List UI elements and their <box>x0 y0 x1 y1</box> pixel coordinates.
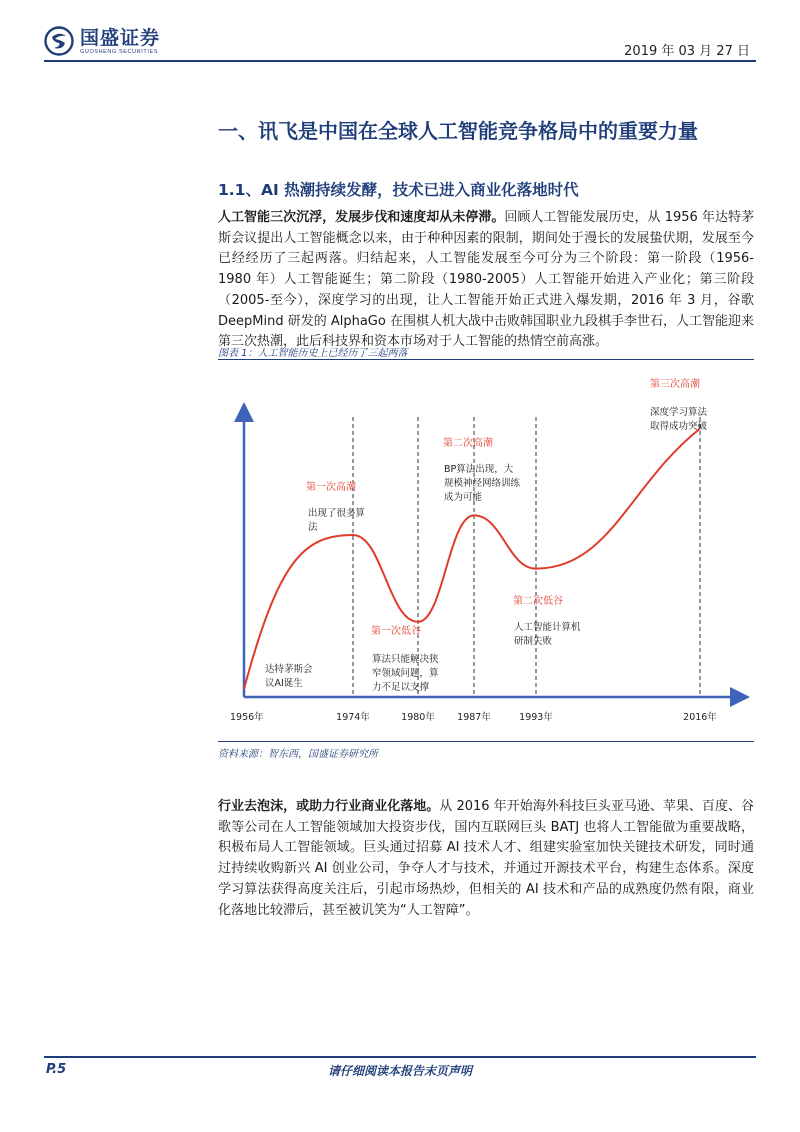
phase-description: 达特茅斯会议AI诞生 <box>265 664 313 689</box>
figure-source: 资料来源：智东西，国盛证券研究所 <box>218 749 378 760</box>
phase-title: 第二次高潮 <box>443 438 493 449</box>
x-tick-label: 1993年 <box>519 712 553 723</box>
phase-description: 出现了很多算法 <box>308 508 366 533</box>
figure-caption: 图表 1：人工智能历史上已经历了三起两落 <box>218 348 408 359</box>
footer-disclaimer: 请仔细阅读本报告末页声明 <box>327 1064 472 1078</box>
paragraph-commercialization-body: 从 2016 年开始海外科技巨头亚马逊、苹果、百度、谷歌等公司在人工智能领域加大投资步伐，国内互联网巨头 BATJ 也将人工智能做为重要战略，积极布局人工智能领域。巨头通过招募 AI 技术人才、组建实验室加快关键技术研发，同时通过持续收购新兴 AI 创业公司，争夺人才与技术，并通过开源技术平台，构建生态体系。深度学习算法获得高度关注后，引起市场热炒，但相关的 AI 技术和产品的成熟度仍然有限，商业化落地比较滞后，甚至被讥笑为“人工智障”。 <box>218 799 754 918</box>
x-tick-label: 1980年 <box>401 712 435 723</box>
company-logo <box>44 26 160 56</box>
x-tick-label: 2016年 <box>683 712 717 723</box>
paragraph-history-body: 回顾人工智能发展历史，从 1956 年达特茅斯会议提出人工智能概念以来，由于种种因素的限制，期间处于漫长的发展蛰伏期，发展至今已经经历了三起两落。归结起来，人工智能发展至今可分为三个阶段：第一阶段（1956-1980 年）人工智能诞生；第二阶段（1980-2005）人工智能开始进入产业化；第三阶段（2005-至今），深度学习的出现，让人工智能开始正式进入爆发期，2016 年 3 月，谷歌 DeepMind 研发的 AlphaGo 在围棋人机大战中击败韩国职业九段棋手李世石，人工智能迎来第三次热潮，此后科技界和资本市场对于人工智能的热情空前高涨。 <box>218 210 754 350</box>
section-heading: 一、讯飞是中国在全球人工智能竞争格局中的重要力量 <box>218 119 698 143</box>
page-number: P.5 <box>46 1062 67 1077</box>
paragraph-history <box>218 208 754 353</box>
phase-title: 第一次低谷 <box>371 626 421 637</box>
subsection-heading: 1.1、AI 热潮持续发酵，技术已进入商业化落地时代 <box>218 181 579 199</box>
x-tick-label: 1974年 <box>336 712 370 723</box>
header-divider <box>44 60 756 62</box>
x-tick-label: 1987年 <box>457 712 491 723</box>
guosheng-logo-icon <box>44 26 74 56</box>
logo-name-en: GUOSHENG SECURITIES <box>80 48 159 55</box>
x-tick-label: 1956年 <box>230 712 264 723</box>
paragraph-history-lead: 人工智能三次沉浮，发展步伐和速度却从未停滞。 <box>218 210 505 225</box>
report-date: 2019 年 03 月 27 日 <box>624 44 750 59</box>
logo-name-cn: 国盛证券 <box>80 26 161 49</box>
phase-description: 深度学习算法取得成功突破 <box>650 407 708 432</box>
paragraph-commercialization <box>218 797 754 921</box>
phase-title: 第二次低谷 <box>513 596 563 607</box>
ai-history-chart <box>218 362 758 736</box>
phase-description: 算法只能解决狭窄领域问题，算力不足以支撑 <box>372 654 439 693</box>
paragraph-commercialization-lead: 行业去泡沫，或助力行业商业化落地。 <box>218 799 440 814</box>
figure-bottom-rule <box>218 741 754 742</box>
figure-top-rule <box>218 359 754 360</box>
phase-description: BP算法出现，大规模神经网络训练成为可能 <box>444 464 521 503</box>
phase-title: 第一次高潮 <box>306 482 356 493</box>
phase-description: 人工智能计算机研制失败 <box>514 622 581 647</box>
footer-divider <box>44 1056 756 1058</box>
phase-title: 第三次高潮 <box>650 379 700 390</box>
